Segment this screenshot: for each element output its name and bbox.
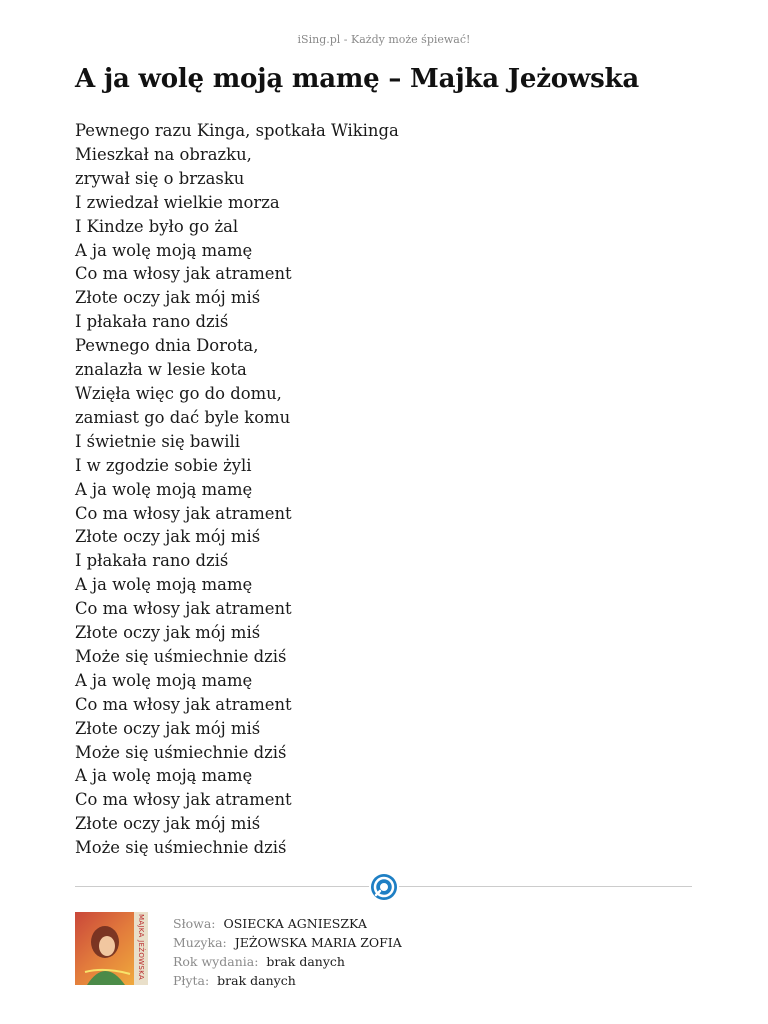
lyric-line: Złote oczy jak mój miś <box>75 623 261 643</box>
lyric-line: I w zgodzie sobie żyli <box>75 455 252 475</box>
meta-label: Muzyka: <box>173 935 227 950</box>
lyric-line: I świetnie się bawili <box>75 431 240 451</box>
meta-row-year <box>173 952 402 971</box>
lyric-line: Co ma włosy jak atrament <box>75 599 292 619</box>
lyric-line: Pewnego razu Kinga, spotkała Wikinga <box>75 121 399 140</box>
meta-label: Rok wydania: <box>173 954 259 969</box>
lyric-line: Może się uśmiechnie dziś <box>75 742 287 762</box>
song-title: A ja wolę moją mamę – Majka Jeżowska <box>75 64 639 94</box>
lyric-line: I płakała rano dziś <box>75 312 229 332</box>
lyric-line: Złote oczy jak mój miś <box>75 814 261 834</box>
lyric-line: Złote oczy jak mój miś <box>75 288 261 308</box>
lyric-line: zrywał się o brzasku <box>75 168 245 188</box>
lyric-line: Wzięła więc go do domu, <box>75 383 282 403</box>
meta-row-music <box>173 933 402 952</box>
cover-artist-text: MAJKA JEŻOWSKA <box>137 914 145 980</box>
lyric-line: Pewnego dnia Dorota, <box>75 336 259 356</box>
lyric-line: Co ma włosy jak atrament <box>75 264 292 284</box>
lyric-line: A ja wolę moją mamę <box>75 575 253 595</box>
lyric-line: I płakała rano dziś <box>75 551 229 571</box>
lyric-line: Złote oczy jak mój miś <box>75 718 261 738</box>
lyric-line: I Kindze było go żal <box>75 216 239 236</box>
album-cover <box>75 912 148 985</box>
lyric-line: Złote oczy jak mój miś <box>75 527 261 547</box>
lyric-line: A ja wolę moją mamę <box>75 670 253 690</box>
lyric-line: Może się uśmiechnie dziś <box>75 838 287 858</box>
lyric-line: Co ma włosy jak atrament <box>75 790 292 810</box>
lyric-line: Co ma włosy jak atrament <box>75 694 292 714</box>
lyric-line: Może się uśmiechnie dziś <box>75 646 287 666</box>
lyric-line: A ja wolę moją mamę <box>75 766 253 786</box>
meta-value: brak danych <box>217 973 296 988</box>
lyric-line: znalazła w lesie kota <box>75 360 247 380</box>
lyric-line: zamiast go dać byle komu <box>75 407 291 427</box>
cover-artist-band <box>134 912 148 985</box>
ising-logo-icon[interactable] <box>369 872 399 902</box>
meta-label: Płyta: <box>173 973 210 988</box>
lyric-line: I zwiedzał wielkie morza <box>75 192 280 212</box>
meta-row-lyrics <box>173 914 402 933</box>
meta-row-album <box>173 971 402 990</box>
meta-value: brak danych <box>266 954 345 969</box>
lyric-line: Mieszkał na obrazku, <box>75 144 252 164</box>
lyric-line: Co ma włosy jak atrament <box>75 503 292 523</box>
lyric-line: A ja wolę moją mamę <box>75 240 253 260</box>
meta-value: JEŻOWSKA MARIA ZOFIA <box>234 935 402 950</box>
site-header: iSing.pl - Każdy może śpiewać! <box>297 33 471 46</box>
lyric-line: A ja wolę moją mamę <box>75 479 253 499</box>
lyrics-list <box>75 119 695 860</box>
meta-label: Słowa: <box>173 916 216 931</box>
song-meta <box>173 914 402 990</box>
meta-value: OSIECKA AGNIESZKA <box>223 916 367 931</box>
